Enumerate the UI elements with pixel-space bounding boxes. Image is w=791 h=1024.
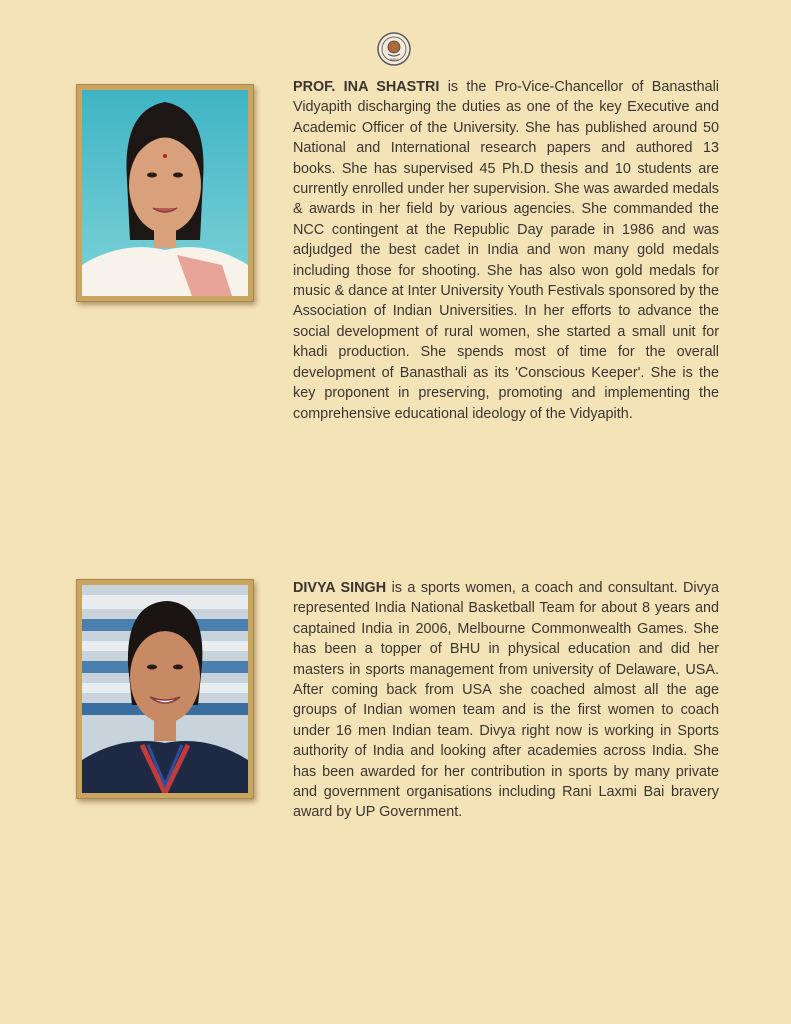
profile-bio-divya-singh [293, 578, 719, 823]
profile-bio-text: is a sports women, a coach and consultant. Divya represented India National Basketball Team for about 8 years and captained India in 2006, Melbourne Commonwealth Games. She has been a topper of BHU in physical education and did her masters in sports management from university of Delaware, USA. After coming back from USA she coached almost all the age groups of Indian women team and is the first women to coach under 16 men Indian team. Divya right now is working in Sports authority of India and looking after academies across India. She has been awarded for her contribution in sports by many private and government organisations including Rani Laxmi Bai bravery award by UP Government. [293, 580, 720, 821]
profile-name: DIVYA SINGH [293, 580, 387, 596]
profile-bio-ina-shastri [293, 77, 719, 424]
profile-photo-ina-shastri [76, 84, 254, 302]
profile-photo-divya-singh [76, 579, 254, 799]
university-emblem-icon [377, 32, 411, 66]
profile-bio-text: is the Pro-Vice-Chancellor of Banasthali Vidyapith discharging the duties as one of the key Executive and Academic Officer of the University. She has published around 50 National and International research papers and authored 13 books. She has supervised 45 Ph.D thesis and 10 students are currently enrolled under her supervision. She was awarded medals & awards in her field by various agencies. She commanded the NCC contingent at the Republic Day parade in 1986 and was adjudged the best cadet in India and won many gold medals including those for shooting. She has also won gold medals for music & dance at Inter University Youth Festivals sponsored by the Association of Indian Universities. In her efforts to advance the social development of rural women, she started a small unit for khadi production. She spends most of time for the overall development of Banasthali as its 'Conscious Keeper'. She is the key proponent in preserving, promoting and implementing the comprehensive educational ideology of the Vidyapith. [293, 79, 719, 422]
profile-name: PROF. INA SHASTRI [293, 79, 440, 95]
emblem-text: INDIA [389, 58, 399, 62]
